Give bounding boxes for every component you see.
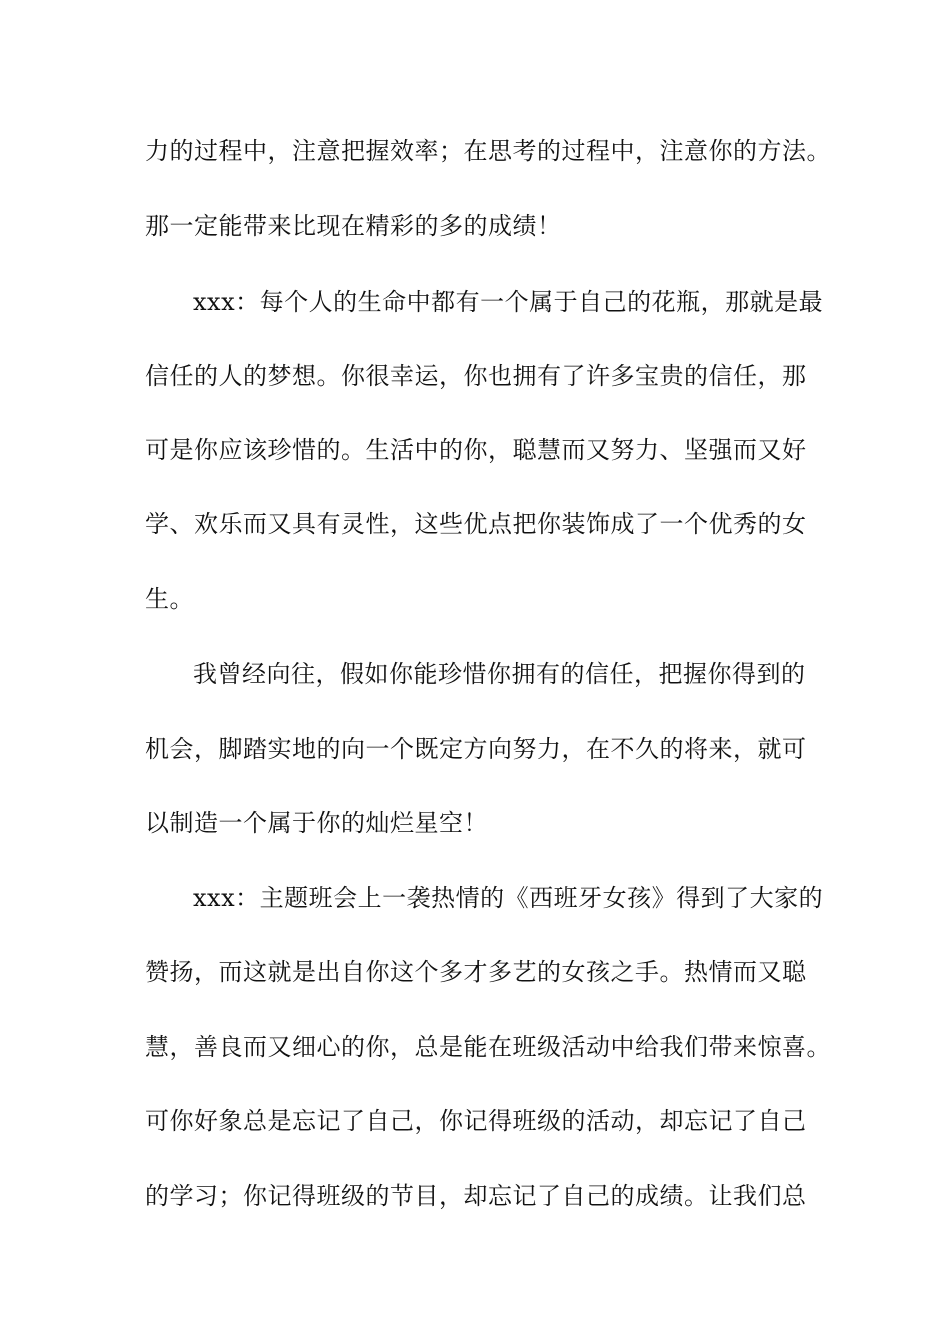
- text-line: 可是你应该珍惜的。生活中的你，聪慧而又努力、坚强而又好: [145, 436, 807, 464]
- text-line: 以制造一个属于你的灿烂星空！: [145, 809, 488, 837]
- text-line: 慧，善良而又细心的你，总是能在班级活动中给我们带来惊喜。: [145, 1033, 831, 1061]
- text-line: 那一定能带来比现在精彩的多的成绩！: [145, 212, 562, 240]
- text-line: 力的过程中，注意把握效率；在思考的过程中，注意你的方法。: [145, 137, 831, 165]
- text-line: 信任的人的梦想。你很幸运，你也拥有了许多宝贵的信任，那: [145, 362, 807, 390]
- text-line: xxx：主题班会上一袭热情的《西班牙女孩》得到了大家的: [193, 884, 824, 912]
- text-line: xxx：每个人的生命中都有一个属于自己的花瓶，那就是最: [193, 288, 824, 316]
- text-line: 机会，脚踏实地的向一个既定方向努力，在不久的将来，就可: [145, 735, 807, 763]
- text-line: 学、欢乐而又具有灵性，这些优点把你装饰成了一个优秀的女: [145, 510, 807, 538]
- text-line: 可你好象总是忘记了自己，你记得班级的活动，却忘记了自己: [145, 1107, 807, 1135]
- text-line: 生。: [145, 585, 194, 613]
- text-line: 的学习；你记得班级的节目，却忘记了自己的成绩。让我们总: [145, 1182, 807, 1210]
- text-line: 我曾经向往，假如你能珍惜你拥有的信任，把握你得到的: [193, 660, 806, 688]
- text-line: 赞扬，而这就是出自你这个多才多艺的女孩之手。热情而又聪: [145, 958, 807, 986]
